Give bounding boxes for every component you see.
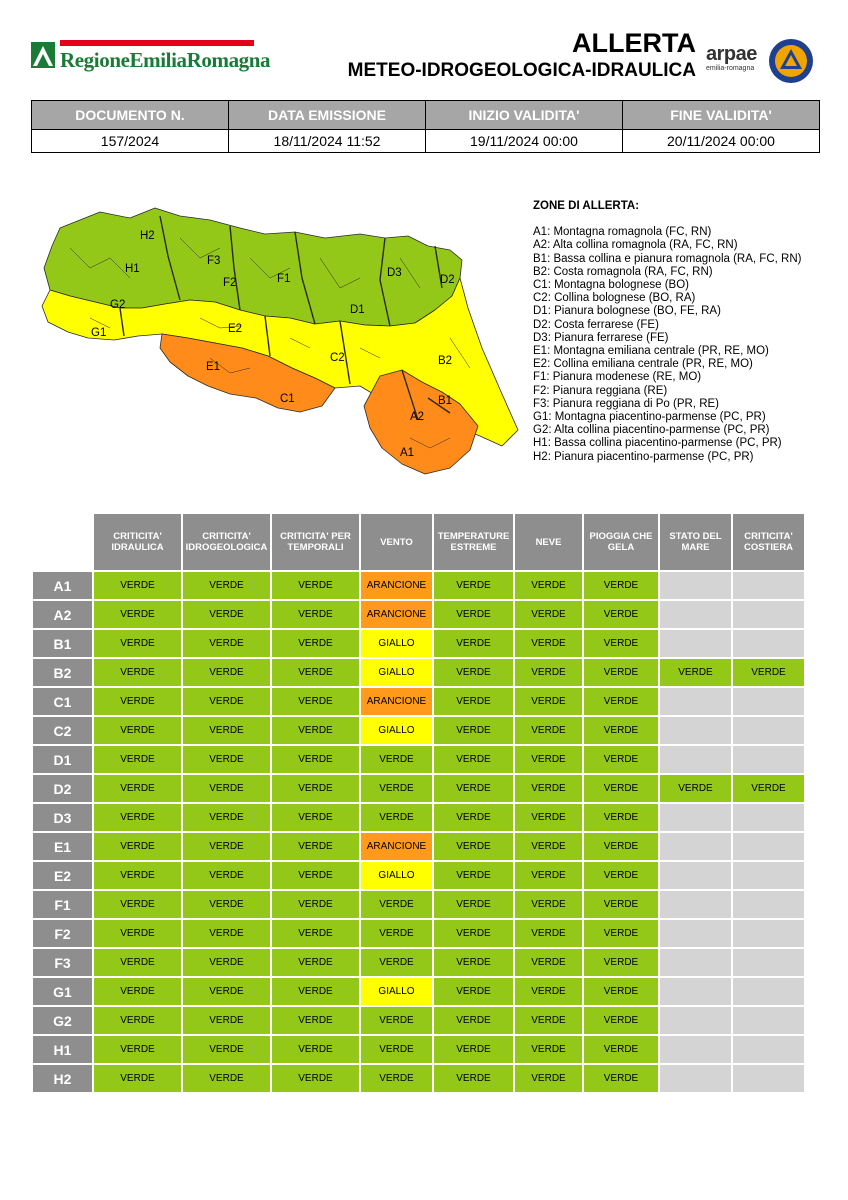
not-applicable-cell [660,746,731,773]
alert-level-cell: VERDE [272,891,359,918]
alert-level-cell: GIALLO [361,717,432,744]
alert-level-cell: VERDE [94,978,181,1005]
alert-table-header-row [33,514,804,570]
value-documento: 157/2024 [32,130,229,153]
alert-column-header: TEMPERATURE ESTREME [434,514,513,570]
not-applicable-cell [733,1065,804,1092]
value-inizio-validita: 19/11/2024 00:00 [426,130,623,153]
alert-level-cell: VERDE [94,717,181,744]
map-zone-label: F2 [223,277,237,289]
alert-level-cell: VERDE [183,804,270,831]
alert-level-cell: ARANCIONE [361,688,432,715]
zone-code-cell: A1 [33,572,92,599]
alert-level-cell: VERDE [584,1065,658,1092]
alert-level-cell: VERDE [584,1007,658,1034]
logo-red-bar [60,40,254,46]
not-applicable-cell [660,688,731,715]
map-zone-label: F1 [277,273,291,285]
page-title: ALLERTA [572,28,696,58]
map-zone-label: B2 [438,355,453,367]
zone-code-cell: F2 [33,920,92,947]
alert-level-cell: VERDE [584,833,658,860]
alert-level-cell: VERDE [584,891,658,918]
not-applicable-cell [660,601,731,628]
alert-level-cell: VERDE [272,920,359,947]
value-fine-validita: 20/11/2024 00:00 [623,130,820,153]
alert-level-cell: VERDE [94,862,181,889]
alert-level-cell: VERDE [183,891,270,918]
alert-level-cell: VERDE [434,804,513,831]
alert-level-cell: VERDE [272,1036,359,1063]
alert-level-cell: VERDE [434,891,513,918]
alert-level-cell: VERDE [434,949,513,976]
alert-level-cell: VERDE [361,1065,432,1092]
alert-level-cell: VERDE [515,1007,582,1034]
alert-level-cell: VERDE [584,746,658,773]
alert-level-cell: GIALLO [361,659,432,686]
not-applicable-cell [733,717,804,744]
alert-level-cell: VERDE [183,572,270,599]
map-zone-label: D3 [387,267,402,279]
zone-code-cell: G2 [33,1007,92,1034]
alert-level-cell: VERDE [272,746,359,773]
alert-level-cell: VERDE [584,1036,658,1063]
alert-level-cell: VERDE [361,920,432,947]
map-zone-label: C2 [330,352,345,364]
alert-level-cell: VERDE [584,978,658,1005]
alert-level-cell: VERDE [94,572,181,599]
legend-item: F3: Pianura reggiana di Po (PR, RE) [533,397,720,410]
alert-level-cell: VERDE [183,688,270,715]
alert-level-cell: VERDE [515,572,582,599]
alert-level-cell: VERDE [515,601,582,628]
alert-level-cell: VERDE [94,775,181,802]
not-applicable-cell [733,978,804,1005]
legend-item: B1: Bassa collina e pianura romagnola (RA, FC, RN) [533,252,802,265]
not-applicable-cell [660,572,731,599]
map-zone-label: A1 [400,447,415,459]
header-fine-validita: FINE VALIDITA' [623,101,820,130]
alert-level-cell: VERDE [272,833,359,860]
alert-level-cell: VERDE [515,804,582,831]
map-zone-label: D1 [350,304,365,316]
table-row [33,630,804,657]
zone-code-cell: D1 [33,746,92,773]
legend-item: G1: Montagna piacentino-parmense (PC, PR) [533,411,766,424]
alert-level-cell: VERDE [272,717,359,744]
not-applicable-cell [660,862,731,889]
table-row [33,717,804,744]
alert-level-cell: VERDE [272,978,359,1005]
zone-code-cell: C2 [33,717,92,744]
alert-level-cell: VERDE [94,746,181,773]
alert-level-cell: VERDE [361,775,432,802]
header-inizio-validita: INIZIO VALIDITA' [426,101,623,130]
alert-level-cell: VERDE [272,804,359,831]
not-applicable-cell [733,891,804,918]
alert-level-cell: VERDE [515,833,582,860]
alert-level-cell: VERDE [183,746,270,773]
table-row [33,1065,804,1092]
table-row [33,862,804,889]
not-applicable-cell [733,862,804,889]
alert-column-header: PIOGGIA CHE GELA [584,514,658,570]
alert-level-cell: GIALLO [361,862,432,889]
not-applicable-cell [660,1036,731,1063]
alert-levels-table [31,512,806,1094]
legend-item: G2: Alta collina piacentino-parmense (PC, PR) [533,424,770,437]
protezione-civile-logo-icon [768,38,814,84]
alert-level-cell: VERDE [515,630,582,657]
legend-item: H1: Bassa collina piacentino-parmense (PC, PR) [533,437,782,450]
alert-level-cell: VERDE [183,949,270,976]
legend-item: F1: Pianura modenese (RE, MO) [533,371,702,384]
map-zone-label: G2 [110,299,126,311]
map-zone-label: E2 [228,323,243,335]
alert-level-cell: VERDE [361,949,432,976]
table-row [33,833,804,860]
alert-level-cell: VERDE [94,804,181,831]
org-name: RegioneEmiliaRomagna [60,48,271,72]
document-info-value-row [32,130,820,153]
alert-level-cell: VERDE [434,572,513,599]
legend-item: F2: Pianura reggiana (RE) [533,384,668,397]
zone-code-cell: G1 [33,978,92,1005]
not-applicable-cell [660,833,731,860]
alert-level-cell: VERDE [434,978,513,1005]
alert-level-cell: VERDE [660,659,731,686]
not-applicable-cell [733,949,804,976]
legend-item: D1: Pianura bolognese (BO, FE, RA) [533,305,721,318]
zone-code-cell: H1 [33,1036,92,1063]
table-row [33,1007,804,1034]
alert-zones-map [30,198,522,480]
not-applicable-cell [733,804,804,831]
alert-level-cell: VERDE [515,862,582,889]
alert-level-cell: VERDE [434,833,513,860]
not-applicable-cell [660,1007,731,1034]
zone-code-cell: A2 [33,601,92,628]
alert-level-cell: VERDE [434,775,513,802]
alert-level-cell: VERDE [272,659,359,686]
table-row [33,1036,804,1063]
zone-code-cell: B2 [33,659,92,686]
alert-level-cell: VERDE [515,949,582,976]
not-applicable-cell [733,746,804,773]
alert-level-cell: VERDE [272,1065,359,1092]
table-row [33,804,804,831]
document-info-header-row [32,101,820,130]
alert-level-cell: VERDE [361,1007,432,1034]
not-applicable-cell [660,717,731,744]
legend-title: ZONE DI ALLERTA: [533,200,640,212]
alert-column-header: CRITICITA' IDRAULICA [94,514,181,570]
alert-level-cell: VERDE [584,717,658,744]
alert-column-header: STATO DEL MARE [660,514,731,570]
alert-level-cell: VERDE [660,775,731,802]
table-row [33,775,804,802]
alert-level-cell: VERDE [94,1007,181,1034]
zone-code-cell: F1 [33,891,92,918]
alert-level-cell: VERDE [515,920,582,947]
map-zone-label: G1 [91,327,107,339]
alert-level-cell: VERDE [272,862,359,889]
alert-level-cell: VERDE [434,630,513,657]
zone-code-cell: C1 [33,688,92,715]
table-row [33,688,804,715]
alert-zones-legend [533,200,833,464]
alert-level-cell: VERDE [434,920,513,947]
zone-code-cell: D2 [33,775,92,802]
alert-level-cell: VERDE [94,891,181,918]
not-applicable-cell [660,978,731,1005]
alert-level-cell: VERDE [515,1065,582,1092]
table-row [33,601,804,628]
map-zone-label: F3 [207,255,221,267]
alert-level-cell: VERDE [183,601,270,628]
not-applicable-cell [733,1007,804,1034]
alert-level-cell: VERDE [515,891,582,918]
alert-level-cell: VERDE [434,688,513,715]
alert-column-header: CRITICITA' IDROGEOLOGICA [183,514,270,570]
alert-level-cell: VERDE [515,659,582,686]
legend-item: C1: Montagna bolognese (BO) [533,279,689,292]
zone-code-cell: H2 [33,1065,92,1092]
alert-level-cell: VERDE [183,833,270,860]
regione-emilia-romagna-logo [30,40,271,74]
alert-level-cell: VERDE [434,717,513,744]
table-row [33,891,804,918]
alert-level-cell: VERDE [434,1065,513,1092]
alert-level-cell: VERDE [183,775,270,802]
alert-level-cell: ARANCIONE [361,833,432,860]
alert-level-cell: VERDE [94,920,181,947]
alert-level-cell: VERDE [183,659,270,686]
alert-level-cell: VERDE [434,659,513,686]
legend-item: D3: Pianura ferrarese (FE) [533,331,669,344]
arpae-logo [706,44,764,78]
alert-level-cell: VERDE [434,746,513,773]
header-documento: DOCUMENTO N. [32,101,229,130]
alert-level-cell: VERDE [94,1036,181,1063]
map-zone-label: D2 [440,274,455,286]
alert-level-cell: VERDE [515,978,582,1005]
legend-item: E2: Collina emiliana centrale (PR, RE, MO) [533,358,753,371]
not-applicable-cell [733,833,804,860]
alert-level-cell: VERDE [584,920,658,947]
alert-level-cell: VERDE [94,601,181,628]
alert-level-cell: VERDE [94,1065,181,1092]
alert-level-cell: VERDE [183,630,270,657]
not-applicable-cell [733,630,804,657]
legend-item: D2: Costa ferrarese (FE) [533,318,659,331]
legend-item: E1: Montagna emiliana centrale (PR, RE, MO) [533,345,769,358]
alert-level-cell: VERDE [272,601,359,628]
value-data-emissione: 18/11/2024 11:52 [229,130,426,153]
table-row [33,949,804,976]
alert-table-body [33,572,804,1092]
alert-level-cell: VERDE [94,659,181,686]
alert-column-header: VENTO [361,514,432,570]
table-row [33,746,804,773]
alert-level-cell: VERDE [94,949,181,976]
not-applicable-cell [733,572,804,599]
alert-level-cell: VERDE [584,862,658,889]
alert-column-header: NEVE [515,514,582,570]
alert-column-header: CRITICITA' PER TEMPORALI [272,514,359,570]
alert-level-cell: ARANCIONE [361,572,432,599]
table-row [33,572,804,599]
not-applicable-cell [733,1036,804,1063]
alert-level-cell: VERDE [515,688,582,715]
not-applicable-cell [660,949,731,976]
not-applicable-cell [660,891,731,918]
arpae-wordmark: arpae [706,43,757,65]
table-row [33,978,804,1005]
alert-level-cell: VERDE [361,891,432,918]
zone-code-cell: E2 [33,862,92,889]
alert-level-cell: VERDE [434,862,513,889]
arpae-subtext: emilia-romagna [706,65,755,72]
legend-items [533,226,833,464]
zone-code-cell: B1 [33,630,92,657]
alert-level-cell: VERDE [272,775,359,802]
alert-level-cell: VERDE [584,775,658,802]
alert-level-cell: ARANCIONE [361,601,432,628]
not-applicable-cell [733,601,804,628]
alert-level-cell: VERDE [584,601,658,628]
region-emblem-icon [30,40,56,70]
zone-column-header [33,514,92,570]
alert-level-cell: VERDE [584,804,658,831]
alert-level-cell: VERDE [434,601,513,628]
map-zone-label: B1 [438,395,453,407]
alert-level-cell: VERDE [272,688,359,715]
alert-level-cell: VERDE [272,1007,359,1034]
alert-level-cell: VERDE [584,949,658,976]
legend-item: A2: Alta collina romagnola (RA, FC, RN) [533,239,738,252]
alert-level-cell: VERDE [94,630,181,657]
alert-level-cell: VERDE [584,688,658,715]
page-subtitle: METEO-IDROGEOLOGICA-IDRAULICA [347,60,696,81]
alert-level-cell: VERDE [272,949,359,976]
alert-level-cell: VERDE [361,804,432,831]
alert-level-cell: VERDE [515,746,582,773]
legend-item: C2: Collina bolognese (BO, RA) [533,292,696,305]
alert-level-cell: GIALLO [361,630,432,657]
alert-level-cell: VERDE [183,862,270,889]
legend-item: H2: Pianura piacentino-parmense (PC, PR) [533,450,754,463]
header-data-emissione: DATA EMISSIONE [229,101,426,130]
document-info-table [31,100,820,153]
legend-item: A1: Montagna romagnola (FC, RN) [533,226,712,239]
alert-level-cell: VERDE [183,978,270,1005]
alert-level-cell: VERDE [733,775,804,802]
alert-level-cell: VERDE [183,1065,270,1092]
zone-code-cell: E1 [33,833,92,860]
alert-level-cell: VERDE [434,1036,513,1063]
not-applicable-cell [660,630,731,657]
not-applicable-cell [660,804,731,831]
alert-level-cell: VERDE [94,688,181,715]
table-row [33,920,804,947]
not-applicable-cell [733,920,804,947]
alert-level-cell: VERDE [272,572,359,599]
map-zone-label: E1 [206,361,221,373]
alert-level-cell: VERDE [515,717,582,744]
table-row [33,659,804,686]
alert-level-cell: VERDE [584,630,658,657]
alert-level-cell: VERDE [361,1036,432,1063]
alert-level-cell: VERDE [515,1036,582,1063]
alert-level-cell: VERDE [183,1036,270,1063]
map-zone-label: H2 [140,230,155,242]
map-zone-label: C1 [280,393,295,405]
not-applicable-cell [660,920,731,947]
not-applicable-cell [660,1065,731,1092]
alert-level-cell: VERDE [94,833,181,860]
alert-column-header: CRITICITA' COSTIERA [733,514,804,570]
alert-level-cell: VERDE [183,717,270,744]
alert-level-cell: VERDE [434,1007,513,1034]
map-zone-label: H1 [125,263,140,275]
alert-level-cell: VERDE [515,775,582,802]
zone-code-cell: F3 [33,949,92,976]
alert-level-cell: VERDE [733,659,804,686]
alert-level-cell: VERDE [584,572,658,599]
not-applicable-cell [733,688,804,715]
alert-level-cell: VERDE [272,630,359,657]
map-zone-label: A2 [410,411,425,423]
alert-level-cell: VERDE [584,659,658,686]
legend-item: B2: Costa romagnola (RA, FC, RN) [533,265,713,278]
alert-level-cell: GIALLO [361,978,432,1005]
zone-code-cell: D3 [33,804,92,831]
alert-level-cell: VERDE [183,920,270,947]
alert-level-cell: VERDE [183,1007,270,1034]
alert-level-cell: VERDE [361,746,432,773]
